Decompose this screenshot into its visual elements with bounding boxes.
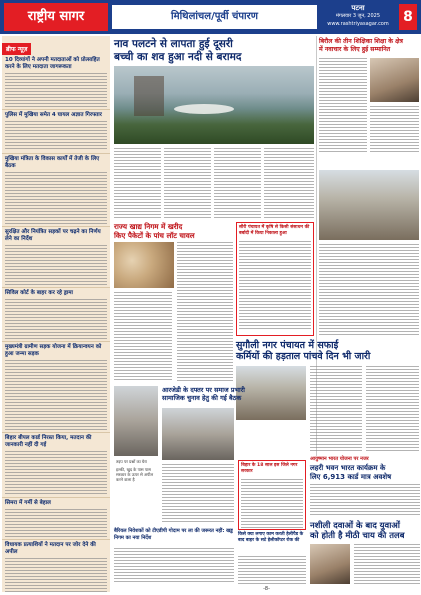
drugs-headline-line1: नशीली दवाओं के बाद युवाओं (310, 520, 400, 530)
ayushman-body (310, 484, 420, 516)
ayushman-headline-line1: लहरी भवन भारत कार्यक्रम के (310, 464, 386, 472)
boat-shape (174, 104, 234, 114)
rjd-headline (162, 386, 312, 402)
brief-body-text (5, 360, 107, 430)
sugauli-body-2 (366, 366, 419, 452)
caption-photo-label: तड़प पर प्रश्नों का घेरा (114, 458, 158, 466)
people-shape (134, 76, 164, 116)
brief-item (2, 342, 110, 433)
brief-title: विधायक प्रत्याशियों ने मतदान पर जोर देने की अपील (5, 542, 96, 555)
ration-body-1 (114, 292, 172, 382)
lead-body-col2 (164, 148, 211, 218)
masthead (0, 0, 421, 34)
lead-body-col4 (264, 148, 314, 218)
sugauli-headline-line1: सुगौली नगर पंचायत में सफाई (236, 340, 339, 351)
brief-title: बिहार बीपल कार्ड निरस्त किया, मतदान की जानकारी नहीं दी गई (5, 435, 92, 448)
brief-item (2, 288, 110, 342)
side-story-title: बिहार के 18 साल इस जिले नगर सरकार (241, 463, 298, 474)
brief-body-text (5, 509, 107, 537)
rjd-headline-line2: सामाजिक चुनाव हेतु की गई बैठक (162, 394, 242, 402)
sugauli-headline-line2: कर्मियों की हड़ताल पांचवे दिन भी जारी (236, 351, 371, 362)
city: पटना (351, 4, 365, 12)
bottom-mid-body (238, 556, 306, 584)
bottom-mid-headline: किसे क्या लगाए काम करती हेलीपैड के बाद बाहर के सटे हेलीकॉप्टर रोक की (238, 532, 304, 543)
brief-body-text (5, 245, 107, 285)
brief-title: सिमरा में गर्मी से बेहाल (5, 500, 51, 506)
brief-news-column (2, 36, 110, 592)
page-number: 8 (399, 4, 417, 30)
brief-item (2, 433, 110, 498)
right-top-headline-line1: बिरौल की तीन शिक्षिका शिक्षा के क्षेत्र (319, 38, 403, 45)
lead-body-col3 (214, 148, 261, 218)
brief-item (2, 110, 110, 154)
brief-item (2, 227, 110, 288)
mid-small-body (239, 241, 311, 329)
drugs-body (354, 544, 420, 584)
brief-body-text (5, 121, 107, 151)
website: www.rashtriyasagar.com (327, 21, 389, 27)
right-top-body (319, 58, 367, 154)
drugs-headline (310, 520, 420, 540)
lead-body-col1 (114, 148, 161, 218)
right-top-headline (319, 38, 419, 54)
right-top-body-2 (370, 106, 419, 154)
meeting-photo (162, 408, 234, 460)
teacher-photo (370, 58, 419, 102)
brief-title: मुखिया मंत्रिता के विकास कार्यों में तेजी के लिए बैठक (5, 156, 100, 169)
bottom-left-headline: बैरियल निवेशकों को टीएडीपी गोदाम पर ला की जरूरत नहीं: खड्ड निगम का नया निर्देश (114, 528, 233, 541)
ration-headline-line2: किए पैकेटों के पांच लॉट चावल (114, 231, 195, 240)
paper-logo: राष्ट्रीय सागर (4, 3, 108, 31)
brief-item (2, 498, 110, 540)
brief-heading: ब्रीफ न्यूज़ (2, 43, 31, 55)
sugauli-headline-wide (236, 340, 421, 362)
brief-title: पुलिस में मुखिया समेत 4 घायल अज्ञात गिरफ्तार (5, 112, 102, 118)
brief-title: सिविल कोर्ट के बाहर कर रहे ड्रामा (5, 290, 73, 296)
section-title: मिथिलांचल/पूर्वी चंपारण (112, 5, 317, 29)
right-mid-body (319, 244, 419, 336)
brief-body-text (5, 558, 107, 592)
brief-body-text (5, 451, 107, 495)
brief-title: 10 दिव्यांगों ने अपनी मतदाताओं को प्रोत्साहित करने के लिए मतदाता जागरूकता (5, 57, 100, 70)
brief-body-text (5, 299, 107, 339)
ayushman-headline (310, 464, 420, 481)
brief-title: सुरक्षित और नियंत्रित सड़कों पर चढ़ने का निर्णय लेने का निर्देश (5, 229, 101, 242)
mid-small-title: सौरी पंचायत में कृषि से किसी संसाधन की बर्बादी में किया निकाला हुआ (239, 225, 310, 236)
side-story-body (241, 479, 303, 529)
brief-item (2, 55, 110, 110)
rice-photo (114, 242, 174, 288)
ration-headline (114, 222, 232, 240)
brief-body-text (5, 172, 107, 224)
mid-small-box (236, 222, 314, 336)
right-top-headline-line2: में नवाचार के लिए हुई सम्मानित (319, 46, 391, 53)
masthead-meta (320, 4, 396, 28)
brief-item (2, 154, 110, 227)
rjd-headline-line1: आरजेडी के दफ्तर पर समाज प्रभारी (162, 386, 245, 394)
ayushman-headline-line2: लिए 6,913 कार्ड मात्र अवशेष (310, 472, 392, 481)
lead-headline (114, 38, 314, 64)
page-footer: -8- (263, 586, 270, 592)
drugs-headline-line2: को होती है मीठी चाय की तलब (310, 530, 405, 540)
caption-photo (114, 386, 158, 456)
drugs-photo (310, 544, 350, 584)
rjd-body (162, 464, 234, 524)
lead-headline-line2: बच्ची का शव हुआ नदी से बरामद (114, 51, 242, 63)
lead-photo (114, 66, 314, 144)
brief-item (2, 540, 110, 592)
ration-headline-line1: राज्य खाद्य निगम में खरीद (114, 222, 183, 231)
side-story-box (238, 460, 306, 530)
brief-body-text (5, 73, 107, 107)
sugauli-body-1 (310, 366, 362, 452)
brief-title: मुख्यमंत्री ग्रामीण सड़क योजना में क्रियान्वयन को हुआ जन्मा सड़क (5, 344, 102, 357)
date: मंगलवार 3 जून, 2025 (335, 13, 381, 19)
bottom-left-body (114, 548, 234, 584)
ration-body-2 (177, 242, 233, 382)
ayushman-kicker: आयुष्मान भारत योजना पर नजर (310, 456, 369, 462)
caption-photo-text: हल्की, खुद के पास पास सरकार के ऊपर से अपील करने वाला है (114, 466, 158, 483)
protest-photo (319, 170, 419, 240)
lead-headline-line1: नाव पलटने से लापता हुई दूसरी (114, 38, 233, 50)
